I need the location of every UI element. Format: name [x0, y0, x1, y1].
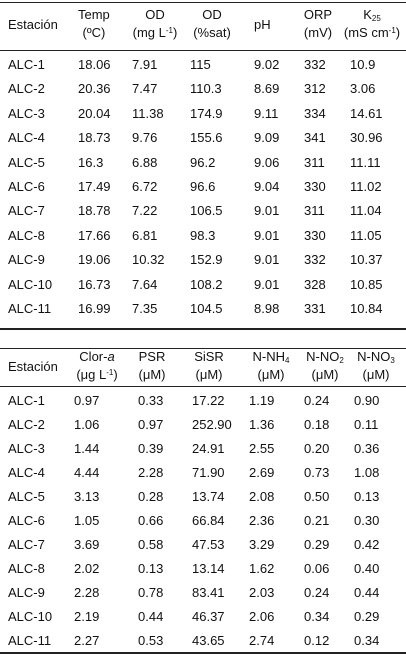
cell-clor-a: 2.19: [74, 609, 100, 624]
cell-k25: 11.11: [350, 154, 381, 170]
cell-ph: 9.11: [254, 105, 279, 121]
cell-sisr: 13.14: [192, 561, 225, 576]
cell-od-sat: 115: [190, 57, 211, 72]
cell-estacion: ALC-2: [8, 81, 45, 97]
table-row: [0, 247, 406, 272]
cell-ph: 8.69: [254, 81, 280, 97]
cell-od-sat: 96.6: [190, 179, 216, 194]
cell-clor-a: 1.05: [74, 513, 100, 528]
table1-header-estacion: Estación: [8, 17, 58, 32]
cell-sisr: 252.90: [192, 417, 232, 432]
table-row: [0, 150, 406, 175]
cell-estacion: ALC-3: [8, 105, 45, 121]
cell-temp: 20.36: [78, 81, 111, 97]
cell-sisr: 43.65: [192, 633, 225, 648]
cell-ph: 8.98: [254, 301, 280, 316]
cell-temp: 16.73: [78, 276, 111, 292]
cell-n-no3: 0.40: [354, 561, 380, 576]
table2-header-n-no3: $N-NO_3$ (μM): [357, 349, 395, 382]
cell-estacion: ALC-9: [8, 252, 45, 268]
cell-estacion: ALC-8: [8, 227, 45, 243]
cell-n-no2: 0.24: [304, 393, 330, 408]
cell-n-no2: 0.20: [304, 441, 330, 456]
cell-n-nh4: 1.36: [249, 417, 275, 432]
cell-temp: 18.78: [78, 203, 111, 219]
cell-clor-a: 1.44: [74, 441, 100, 456]
cell-sisr: 13.74: [192, 489, 225, 504]
cell-orp: 311: [304, 154, 325, 170]
cell-temp: 16.99: [78, 301, 111, 316]
cell-temp: 20.04: [78, 105, 111, 121]
cell-od-sat: 152.9: [190, 252, 223, 268]
cell-n-no3: 0.13: [354, 489, 380, 504]
cell-n-no2: 0.18: [304, 417, 330, 432]
cell-n-no3: 0.90: [354, 393, 380, 408]
cell-n-nh4: 2.36: [249, 513, 275, 528]
cell-n-no2: 0.21: [304, 513, 330, 528]
cell-ph: 9.02: [254, 57, 280, 72]
table-row: [0, 508, 406, 533]
cell-n-no3: 0.34: [354, 633, 380, 648]
cell-n-no2: 0.12: [304, 633, 330, 648]
cell-estacion: ALC-4: [8, 130, 45, 146]
cell-estacion: ALC-8: [8, 561, 45, 576]
table2-header-n-no2: $N-NO_2$ (μM): [306, 349, 344, 382]
cell-orp: 311: [304, 203, 325, 219]
cell-od-sat: 98.3: [190, 227, 216, 243]
cell-sisr: 24.91: [192, 441, 225, 456]
table1-header-od-sat: OD (%sat): [193, 7, 231, 40]
table1-header-rule: [0, 50, 406, 51]
cell-od-mgl: 10.32: [132, 252, 165, 268]
cell-od-mgl: 7.64: [132, 276, 158, 292]
cell-n-no3: 0.11: [354, 417, 379, 432]
table-row: [0, 223, 406, 248]
cell-estacion: ALC-11: [8, 633, 52, 648]
cell-n-nh4: 2.06: [249, 609, 275, 624]
cell-orp: 330: [304, 227, 326, 243]
cell-ph: 9.01: [254, 203, 280, 219]
cell-psr: 0.78: [138, 585, 164, 600]
table1-header-k25: $K_{25}$ (mS $cm^{-1}$): [343, 7, 401, 40]
cell-n-no2: 0.29: [304, 537, 330, 552]
cell-estacion: ALC-5: [8, 489, 45, 504]
cell-k25: 30.96: [350, 130, 383, 146]
cell-n-nh4: 2.08: [249, 489, 275, 504]
cell-estacion: ALC-2: [8, 417, 45, 432]
cell-n-nh4: 2.03: [249, 585, 275, 600]
cell-psr: 0.58: [138, 537, 164, 552]
cell-psr: 0.28: [138, 489, 164, 504]
table-row: [0, 174, 406, 199]
table-row: [0, 460, 406, 485]
cell-n-no2: 0.73: [304, 465, 330, 480]
cell-estacion: ALC-1: [8, 393, 45, 408]
cell-ph: 9.09: [254, 130, 280, 146]
table2-header-n-nh4: $N-NH_4$ (μM): [252, 349, 290, 382]
cell-clor-a: 1.06: [74, 417, 100, 432]
cell-od-sat: 106.5: [190, 203, 223, 219]
table-row: [0, 604, 406, 629]
table2-bottom-rule: [0, 652, 406, 654]
table-row: [0, 628, 406, 653]
cell-psr: 0.53: [138, 633, 164, 648]
cell-estacion: ALC-10: [8, 609, 53, 624]
cell-sisr: 47.53: [192, 537, 225, 552]
table-row: [0, 484, 406, 509]
cell-n-no3: 0.29: [354, 609, 380, 624]
table1-top-rule: [0, 2, 406, 3]
cell-orp: 341: [304, 130, 326, 146]
cell-psr: 0.39: [138, 441, 164, 456]
cell-clor-a: 3.13: [74, 489, 100, 504]
cell-clor-a: 0.97: [74, 393, 100, 408]
cell-od-mgl: 7.35: [132, 301, 158, 316]
table-row: [0, 198, 406, 223]
cell-estacion: ALC-3: [8, 441, 45, 456]
table2-header-rule: [0, 386, 406, 387]
cell-od-sat: 155.6: [190, 130, 223, 146]
cell-n-no3: 0.42: [354, 537, 380, 552]
cell-n-nh4: 2.69: [249, 465, 275, 480]
cell-temp: 18.73: [78, 130, 111, 146]
cell-orp: 332: [304, 252, 326, 268]
cell-k25: 11.04: [350, 203, 382, 219]
table-row: [0, 388, 406, 413]
cell-od-sat: 104.5: [190, 301, 223, 316]
table2-header-estacion: Estación: [8, 359, 58, 374]
table1-header-orp: ORP (mV): [303, 7, 333, 40]
cell-psr: 0.13: [138, 561, 164, 576]
cell-ph: 9.06: [254, 154, 280, 170]
cell-n-nh4: 3.29: [249, 537, 275, 552]
table-row: [0, 412, 406, 437]
cell-psr: 0.97: [138, 417, 164, 432]
cell-orp: 334: [304, 105, 326, 121]
cell-clor-a: 3.69: [74, 537, 100, 552]
cell-od-sat: 174.9: [190, 105, 223, 121]
cell-temp: 18.06: [78, 57, 111, 72]
cell-sisr: 66.84: [192, 513, 225, 528]
cell-estacion: ALC-1: [8, 57, 45, 72]
cell-temp: 16.3: [78, 154, 104, 170]
cell-temp: 19.06: [78, 252, 111, 268]
cell-n-no2: 0.34: [304, 609, 330, 624]
cell-od-sat: 108.2: [190, 276, 223, 292]
cell-estacion: ALC-9: [8, 585, 45, 600]
cell-estacion: ALC-6: [8, 513, 45, 528]
table-row: [0, 296, 406, 321]
cell-estacion: ALC-5: [8, 154, 45, 170]
cell-od-sat: 96.2: [190, 154, 216, 170]
cell-n-no3: 0.30: [354, 513, 380, 528]
cell-orp: 328: [304, 276, 326, 292]
table2-header-psr: PSR (μM): [138, 349, 166, 382]
table1-header-ph: pH: [254, 17, 271, 32]
table-row: [0, 52, 406, 77]
cell-k25: 11.05: [350, 227, 382, 243]
cell-od-mgl: 9.76: [132, 130, 158, 146]
cell-sisr: 71.90: [192, 465, 225, 480]
cell-od-mgl: 7.22: [132, 203, 158, 219]
cell-psr: 0.44: [138, 609, 164, 624]
cell-orp: 330: [304, 179, 326, 194]
cell-orp: 332: [304, 57, 326, 72]
table1-header-row: [0, 6, 406, 44]
cell-k25: 3.06: [350, 81, 376, 97]
cell-estacion: ALC-10: [8, 276, 53, 292]
cell-n-nh4: 2.55: [249, 441, 275, 456]
cell-ph: 9.01: [254, 276, 280, 292]
cell-ph: 9.01: [254, 252, 280, 268]
cell-od-mgl: 6.81: [132, 227, 158, 243]
cell-ph: 9.04: [254, 179, 280, 194]
cell-clor-a: 2.28: [74, 585, 100, 600]
cell-od-mgl: 6.72: [132, 179, 158, 194]
cell-temp: 17.66: [78, 227, 111, 243]
cell-od-mgl: 11.38: [132, 105, 164, 121]
table-row: [0, 580, 406, 605]
table-row: [0, 272, 406, 297]
cell-estacion: ALC-4: [8, 465, 45, 480]
cell-temp: 17.49: [78, 179, 111, 194]
cell-n-no2: 0.06: [304, 561, 330, 576]
cell-od-mgl: 7.91: [132, 57, 158, 72]
table2-header-row: [0, 348, 406, 386]
cell-estacion: ALC-7: [8, 203, 45, 219]
table-row: [0, 101, 406, 126]
cell-n-nh4: 2.74: [249, 633, 275, 648]
cell-k25: 11.02: [350, 179, 382, 194]
table-row: [0, 556, 406, 581]
table2-header-sisr: SiSR (μM): [194, 349, 224, 382]
cell-psr: 2.28: [138, 465, 164, 480]
cell-psr: 0.33: [138, 393, 164, 408]
table1-header-od-mgl: OD (mg $L^{-1}$): [132, 7, 178, 40]
cell-k25: 10.84: [350, 301, 383, 316]
cell-sisr: 83.41: [192, 585, 225, 600]
cell-n-nh4: 1.62: [249, 561, 275, 576]
cell-n-no2: 0.50: [304, 489, 330, 504]
cell-psr: 0.66: [138, 513, 164, 528]
cell-n-nh4: 1.19: [249, 393, 275, 408]
table2-header-clor-a: Clor-a (μg $L^{-1}$): [76, 349, 118, 382]
cell-k25: 10.37: [350, 252, 383, 268]
cell-clor-a: 2.27: [74, 633, 100, 648]
cell-estacion: ALC-11: [8, 301, 52, 316]
cell-sisr: 17.22: [192, 393, 225, 408]
cell-k25: 14.61: [350, 105, 383, 121]
table1-header-temp: Temp (ºC): [78, 7, 110, 40]
cell-n-no2: 0.24: [304, 585, 330, 600]
cell-od-mgl: 7.47: [132, 81, 158, 97]
cell-orp: 331: [304, 301, 326, 316]
cell-n-no3: 0.44: [354, 585, 380, 600]
cell-k25: 10.9: [350, 57, 376, 72]
cell-estacion: ALC-7: [8, 537, 45, 552]
table-row: [0, 436, 406, 461]
cell-ph: 9.01: [254, 227, 280, 243]
cell-clor-a: 2.02: [74, 561, 100, 576]
table-row: [0, 76, 406, 101]
table1-bottom-rule: [0, 328, 406, 330]
table-row: [0, 532, 406, 557]
cell-sisr: 46.37: [192, 609, 225, 624]
cell-od-mgl: 6.88: [132, 154, 158, 170]
cell-n-no3: 1.08: [354, 465, 380, 480]
cell-estacion: ALC-6: [8, 179, 45, 194]
table-row: [0, 125, 406, 150]
cell-orp: 312: [304, 81, 326, 97]
cell-n-no3: 0.36: [354, 441, 380, 456]
cell-od-sat: 110.3: [190, 81, 222, 97]
cell-k25: 10.85: [350, 276, 383, 292]
cell-clor-a: 4.44: [74, 465, 100, 480]
